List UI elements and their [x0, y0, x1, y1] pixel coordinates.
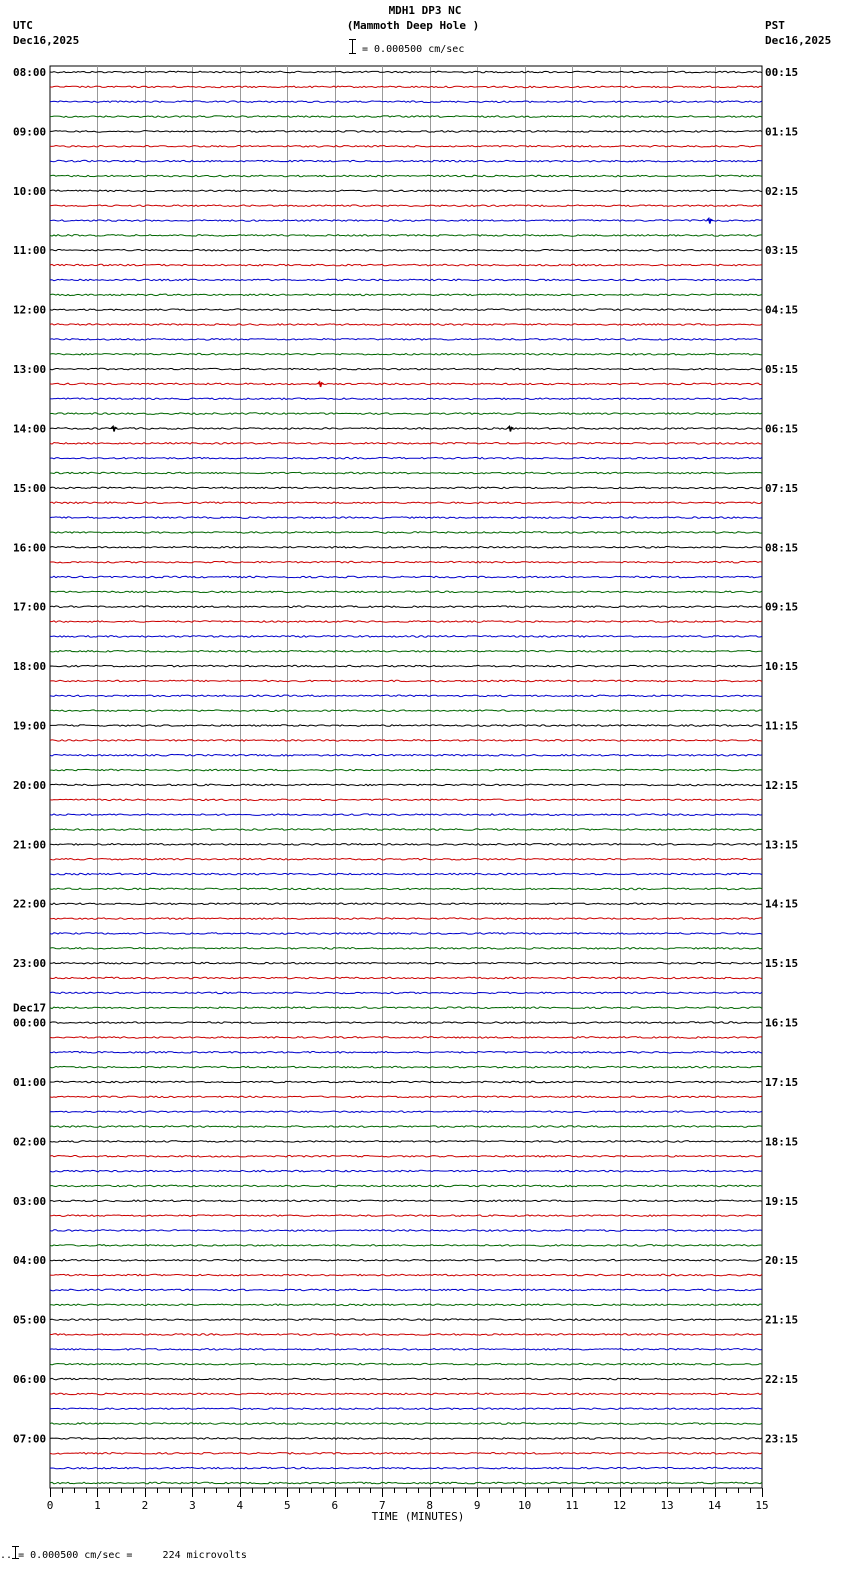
trace-line	[50, 175, 762, 177]
trace-line	[50, 472, 762, 474]
trace-line	[50, 784, 762, 786]
trace-line	[50, 146, 762, 148]
x-axis-title: TIME (MINUTES)	[371, 1510, 465, 1523]
trace-line	[50, 918, 762, 920]
trace-line	[50, 769, 762, 771]
amplitude-scale: = 0.000500 cm/sec	[362, 44, 465, 55]
trace-line	[50, 1066, 762, 1068]
pst-hour-label: 15:15	[765, 957, 799, 971]
pst-hour-label: 03:15	[765, 244, 799, 258]
utc-hour-label: 23:00	[13, 957, 47, 971]
utc-hour-label: 10:00	[13, 184, 47, 198]
pst-hour-label: 05:15	[765, 363, 799, 377]
utc-hour-label: 06:00	[13, 1373, 47, 1387]
pst-hour-label: 10:15	[765, 660, 799, 674]
utc-hour-label: 15:00	[13, 481, 47, 495]
utc-hour-label: 05:00	[13, 1313, 47, 1327]
trace-line	[50, 1126, 762, 1128]
x-tick-label: 1	[94, 1499, 101, 1512]
trace-line	[50, 517, 762, 519]
trace-line	[50, 1274, 762, 1276]
trace-line	[50, 576, 762, 578]
trace-line	[50, 1482, 762, 1484]
utc-hour-label: 09:00	[13, 125, 47, 139]
trace-line	[50, 799, 762, 801]
station-location: (Mammoth Deep Hole )	[346, 19, 480, 32]
x-tick-label: 14	[707, 1499, 722, 1512]
trace-line	[50, 101, 762, 103]
trace-line	[50, 339, 762, 341]
utc-hour-label: 21:00	[13, 838, 47, 852]
trace-line	[50, 264, 762, 266]
x-tick-label: 4	[236, 1499, 244, 1512]
trace-line	[50, 665, 762, 667]
trace-line	[50, 992, 762, 994]
trace-line	[50, 1393, 762, 1395]
utc-hour-label: 08:00	[13, 66, 47, 79]
pst-hour-label: 17:15	[765, 1075, 799, 1089]
trace-line	[50, 1081, 762, 1083]
trace-line	[50, 220, 762, 222]
pst-hour-label: 14:15	[765, 897, 799, 911]
pst-hour-label: 20:15	[765, 1254, 799, 1268]
trace-line	[50, 1259, 762, 1261]
trace-line	[50, 1215, 762, 1217]
trace-line	[50, 235, 762, 237]
x-tick-label: 2	[141, 1499, 149, 1512]
trace-line	[50, 1185, 762, 1187]
trace-line	[50, 190, 762, 192]
trace-line	[50, 279, 762, 281]
trace-line	[50, 353, 762, 355]
trace-line	[50, 740, 762, 742]
left-date: Dec16,2025	[13, 34, 80, 47]
trace-line	[50, 858, 762, 860]
trace-line	[50, 443, 762, 445]
pst-hour-label: 23:15	[765, 1432, 799, 1446]
trace-line	[50, 829, 762, 831]
trace-line	[50, 1334, 762, 1336]
pst-hour-label: 11:15	[765, 719, 799, 733]
trace-line	[50, 1467, 762, 1469]
trace-line	[50, 71, 762, 73]
trace-line	[50, 1170, 762, 1172]
trace-line	[50, 1319, 762, 1321]
trace-line	[50, 1304, 762, 1306]
utc-hour-label: 12:00	[13, 303, 47, 317]
utc-hour-label: 13:00	[13, 363, 47, 377]
trace-line	[50, 1289, 762, 1291]
trace-line	[50, 1245, 762, 1247]
utc-hour-label: 16:00	[13, 541, 47, 555]
pst-hour-label: 13:15	[765, 838, 799, 852]
trace-line	[50, 1096, 762, 1098]
x-tick-label: 13	[660, 1499, 674, 1512]
trace-line	[50, 1037, 762, 1039]
x-tick-label: 9	[473, 1499, 481, 1512]
trace-line	[50, 710, 762, 712]
date-change-label: Dec17	[13, 1001, 47, 1015]
trace-line	[50, 457, 762, 459]
pst-hour-label: 00:15	[765, 66, 799, 79]
pst-hour-label: 02:15	[765, 184, 799, 198]
pst-hour-label: 16:15	[765, 1016, 799, 1030]
trace-line	[50, 368, 762, 370]
x-tick-label: 5	[284, 1499, 291, 1512]
pst-hour-label: 07:15	[765, 481, 799, 495]
utc-hour-label: 03:00	[13, 1194, 47, 1208]
x-tick-label: 8	[426, 1499, 434, 1512]
footer-scale-icon: ..	[0, 1550, 19, 1561]
trace-line	[50, 383, 762, 385]
trace-line	[50, 1349, 762, 1351]
trace-line	[50, 1408, 762, 1410]
trace-line	[50, 1141, 762, 1143]
left-timezone: UTC	[13, 19, 33, 32]
pst-hour-label: 22:15	[765, 1373, 799, 1387]
utc-hour-label: 02:00	[13, 1135, 47, 1149]
trace-line	[50, 1438, 762, 1440]
trace-line	[50, 131, 762, 133]
trace-line	[50, 532, 762, 534]
utc-hour-label: 19:00	[13, 719, 47, 733]
pst-hour-label: 09:15	[765, 600, 799, 614]
footer-scale-text: = 0.000500 cm/sec = 224 microvolts	[18, 1550, 247, 1561]
x-tick-label: 10	[518, 1499, 532, 1512]
trace-line	[50, 754, 762, 756]
trace-line	[50, 844, 762, 846]
trace-line	[50, 502, 762, 504]
trace-line	[50, 1022, 762, 1024]
trace-line	[50, 413, 762, 415]
trace-line	[50, 1200, 762, 1202]
time-axis	[47, 1488, 769, 1512]
trace-line	[50, 1111, 762, 1113]
trace-line	[50, 962, 762, 964]
x-tick-label: 11	[565, 1499, 579, 1512]
utc-hour-label: 22:00	[13, 897, 47, 911]
trace-line	[50, 1155, 762, 1157]
event-spike	[318, 382, 324, 387]
trace-line	[50, 1423, 762, 1425]
right-timezone: PST	[765, 19, 785, 32]
x-tick-label: 6	[331, 1499, 339, 1512]
trace-line	[50, 249, 762, 251]
pst-hour-label: 12:15	[765, 778, 799, 792]
utc-hour-label: 17:00	[13, 600, 47, 614]
trace-line	[50, 606, 762, 608]
trace-line	[50, 636, 762, 638]
utc-hour-label: 14:00	[13, 422, 47, 436]
event-spike	[707, 219, 713, 224]
trace-line	[50, 160, 762, 162]
pst-hour-label: 01:15	[765, 125, 799, 139]
pst-hour-label: 06:15	[765, 422, 799, 436]
trace-line	[50, 116, 762, 118]
event-spike	[111, 426, 117, 431]
trace-line	[50, 695, 762, 697]
pst-hour-label: 18:15	[765, 1135, 799, 1149]
trace-line	[50, 428, 762, 430]
pst-hour-label: 21:15	[765, 1313, 799, 1327]
trace-line	[50, 948, 762, 950]
footer-scale-bar-icon	[12, 1546, 19, 1559]
trace-line	[50, 591, 762, 593]
trace-line	[50, 1363, 762, 1365]
traces	[50, 71, 762, 1484]
utc-hour-label: 20:00	[13, 778, 47, 792]
trace-line	[50, 888, 762, 890]
trace-line	[50, 903, 762, 905]
x-tick-label: 15	[755, 1499, 769, 1512]
trace-line	[50, 1378, 762, 1380]
trace-line	[50, 1052, 762, 1054]
trace-line	[50, 873, 762, 875]
utc-hour-label: 18:00	[13, 660, 47, 674]
trace-line	[50, 205, 762, 207]
trace-line	[50, 398, 762, 400]
utc-hour-label: 00:00	[13, 1016, 47, 1030]
scale-bar-icon	[349, 39, 356, 54]
trace-line	[50, 1453, 762, 1455]
trace-line	[50, 933, 762, 935]
trace-line	[50, 1007, 762, 1009]
trace-line	[50, 294, 762, 296]
pst-hour-label: 08:15	[765, 541, 799, 555]
trace-line	[50, 487, 762, 489]
trace-line	[50, 725, 762, 727]
x-tick-label: 12	[612, 1499, 627, 1512]
pst-hour-label: 04:15	[765, 303, 799, 317]
trace-line	[50, 621, 762, 623]
trace-line	[50, 814, 762, 816]
x-tick-label: 3	[189, 1499, 196, 1512]
pst-hour-label: 19:15	[765, 1194, 799, 1208]
trace-line	[50, 547, 762, 549]
x-tick-label: 7	[378, 1499, 386, 1512]
trace-line	[50, 561, 762, 563]
utc-hour-label: 01:00	[13, 1075, 47, 1089]
trace-line	[50, 309, 762, 311]
trace-line	[50, 86, 762, 88]
trace-line	[50, 651, 762, 653]
utc-hour-label: 07:00	[13, 1432, 47, 1446]
x-tick-label: 0	[46, 1499, 54, 1512]
trace-line	[50, 1230, 762, 1232]
trace-line	[50, 977, 762, 979]
right-date: Dec16,2025	[765, 34, 832, 47]
station-title: MDH1 DP3 NC	[388, 4, 462, 17]
trace-line	[50, 324, 762, 326]
trace-line	[50, 680, 762, 682]
utc-hour-label: 04:00	[13, 1254, 47, 1268]
utc-hour-label: 11:00	[13, 244, 47, 258]
